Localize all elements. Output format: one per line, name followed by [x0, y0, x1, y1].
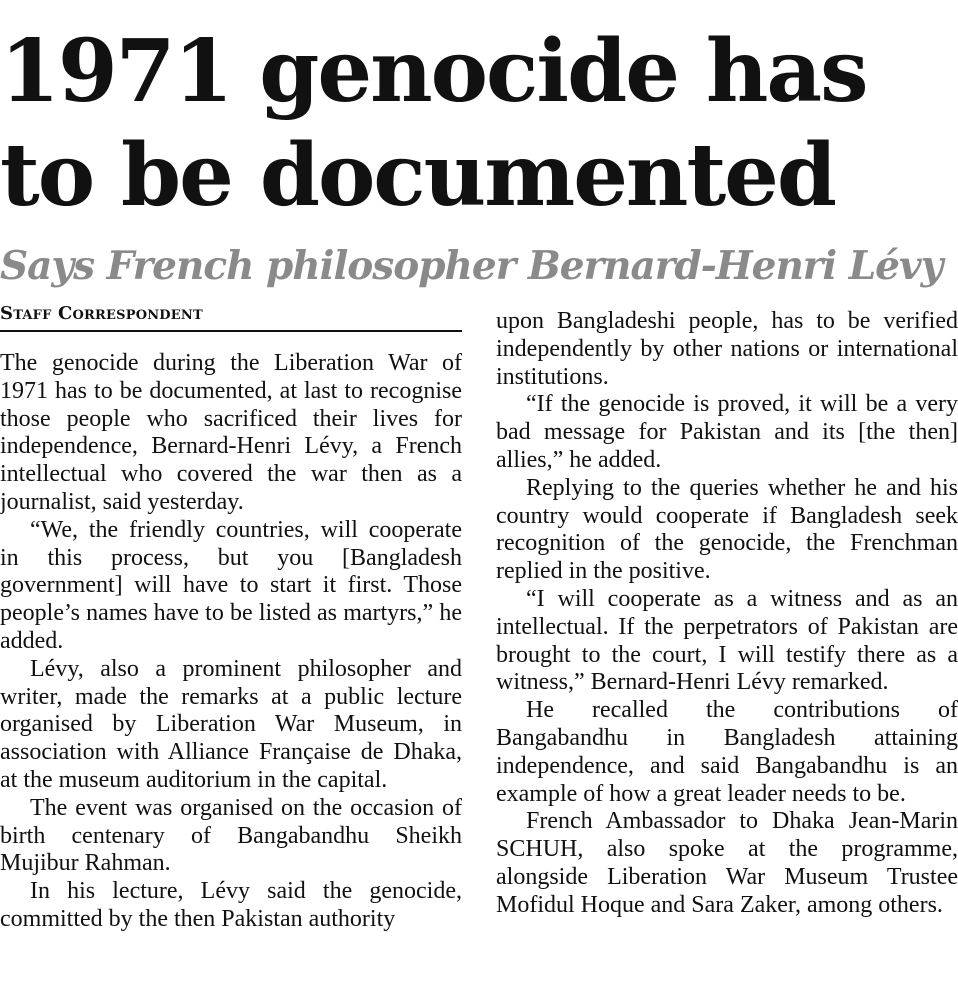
paragraph: Replying to the queries whether he and his country would cooperate if Bangladesh seek recognition of the genocide, the Frenchman replied in the positive. — [496, 474, 958, 585]
paragraph: upon Bangladeshi people, has to be verified independently by other nations or international institutions. — [496, 308, 958, 390]
headline-line-2: to be documented — [0, 125, 836, 226]
paragraph: The event was organised on the occasion of birth centenary of Bangabandhu Sheikh Mujibur Rahman. — [0, 794, 462, 877]
paragraph: In his lecture, Lévy said the genocide, committed by the then Pakistan authority — [0, 878, 462, 932]
headline-line-1: 1971 genocide has — [0, 21, 867, 122]
paragraph: Lévy, also a prominent philosopher and writer, made the remarks at a public lecture organised by Liberation War Museum, in association with Alliance Française de Dhaka, at the museum auditorium in the capital. — [0, 655, 462, 793]
paragraph: French Ambassador to Dhaka Jean-Marin SCHUH, also spoke at the programme, alongside Liberation War Museum Trustee Mofidul Hoque and Sara Zaker, among others. — [496, 808, 958, 918]
byline: Staff Correspondent — [0, 302, 462, 332]
paragraph: “I will cooperate as a witness and as an intellectual. If the perpetrators of Pakistan are brought to the court, I will testify there as a witness,” Bernard-Henri Lévy remarked. — [496, 585, 958, 696]
subheadline: Says French philosopher Bernard-Henri Lévy — [0, 243, 943, 289]
article-column-left — [0, 350, 462, 934]
article-column-right — [496, 308, 958, 920]
paragraph: He recalled the contributions of Bangabandhu in Bangladesh attaining independence, and said Bangabandhu is an example of how a great leader needs to be. — [496, 697, 958, 807]
headline — [0, 20, 958, 228]
paragraph: “If the genocide is proved, it will be a very bad message for Pakistan and its [the then] allies,” he added. — [496, 391, 958, 473]
paragraph: The genocide during the Liberation War of 1971 has to be documented, at last to recognise those people who sacrificed their lives for independence, Bernard-Henri Lévy, a French intellectual who covered the war then as a journalist, said yesterday. — [0, 350, 462, 515]
paragraph: “We, the friendly countries, will cooperate in this process, but you [Bangladesh government] will have to start it first. Those people’s names have to be listed as martyrs,” he added. — [0, 516, 462, 654]
